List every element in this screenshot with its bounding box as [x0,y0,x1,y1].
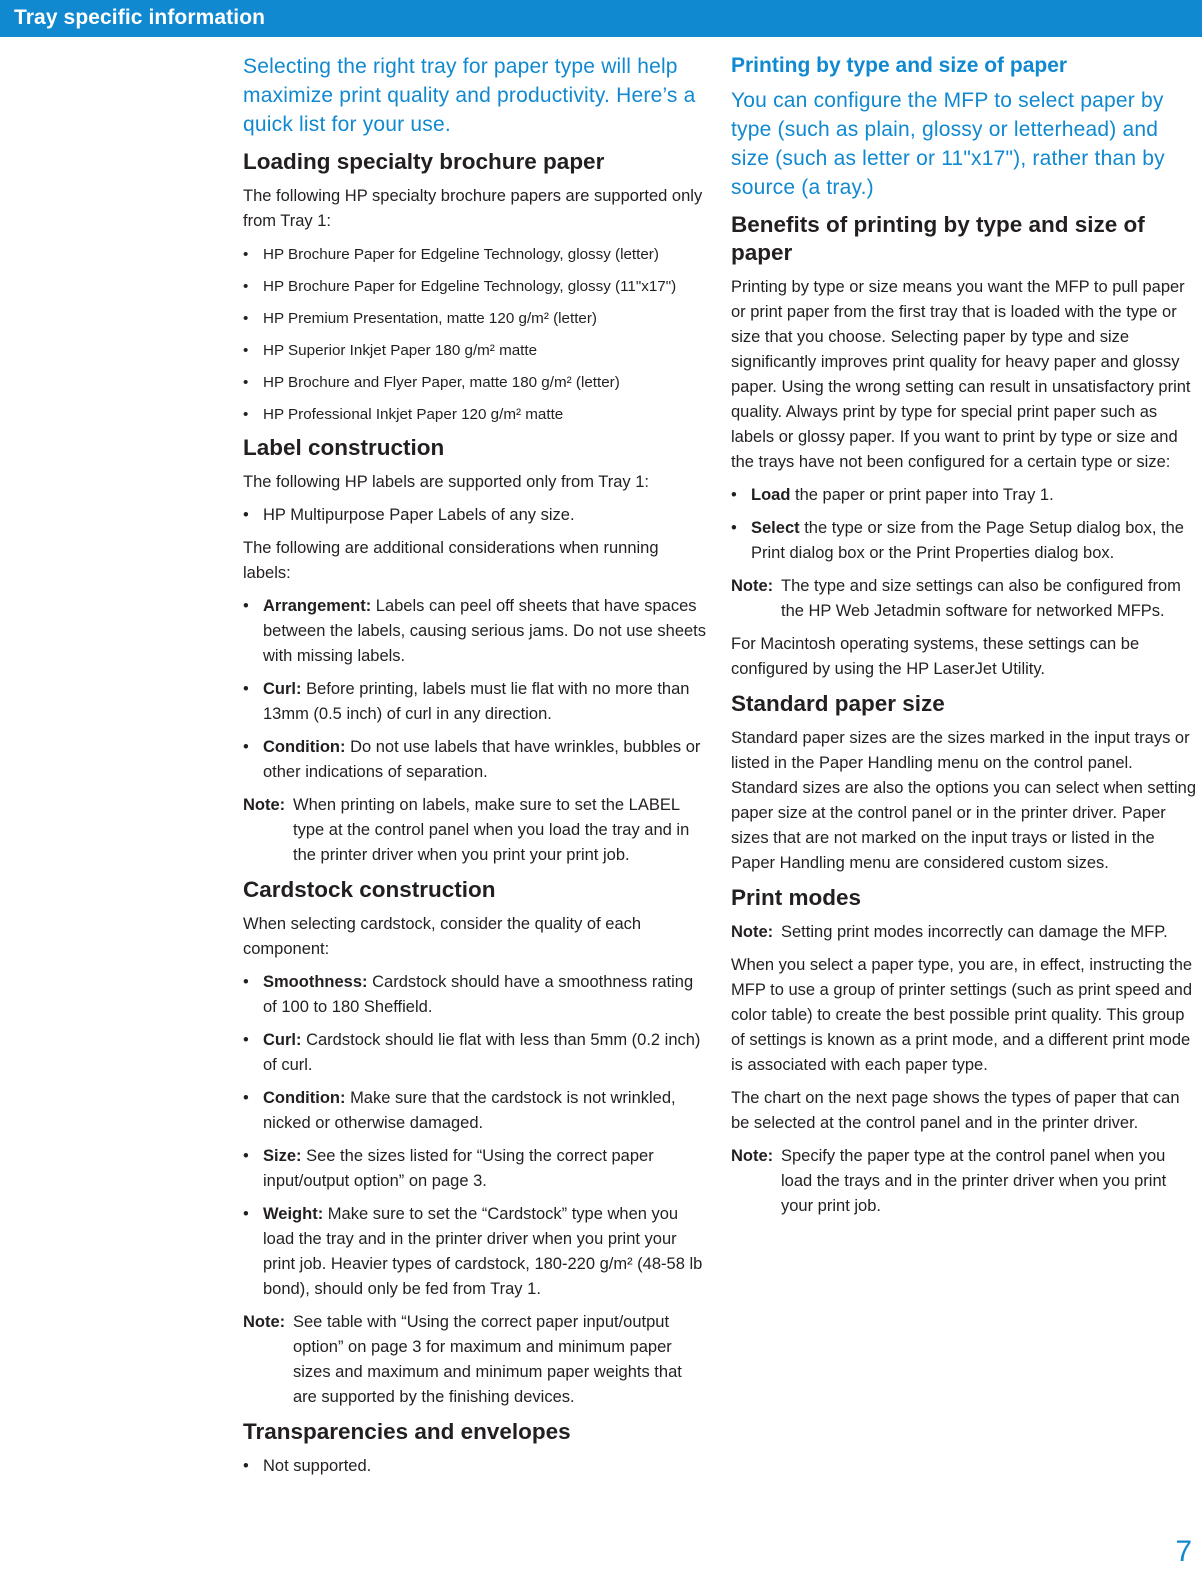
term-text: the paper or print paper into Tray 1. [795,486,1054,504]
term-text: Do not use labels that have wrinkles, bubbles or other indications of separation. [263,738,701,781]
cardstock-heading: Cardstock construction [243,877,496,902]
term-text: Labels can peel off sheets that have spaces between the labels, causing serious jams. Do not use sheets with missing labels. [263,597,707,665]
label-considerations-text: The following are additional considerations when running labels: [243,539,659,582]
transparencies-list [243,1454,708,1479]
label-considerations-list [243,594,708,785]
note-text: When printing on labels, make sure to set the LABEL type at the control panel when you load the tray and in the printer driver when you print your print job. [293,796,690,864]
brochure-heading: Loading specialty brochure paper [243,149,605,174]
list-item: • HP Professional Inkjet Paper 120 g/m² matte [243,402,708,427]
term-text: Before printing, labels must lie flat with no more than 13mm (0.5 inch) of curl in any direction. [263,680,690,723]
note-label: Note: [731,923,774,941]
note-label: Note: [731,1147,774,1165]
note-label: Note: [243,796,286,814]
note-text: Specify the paper type at the control panel when you load the trays and in the printer driver when you print your print job. [781,1147,1167,1215]
term-text: Make sure that the cardstock is not wrinkled, nicked or otherwise damaged. [263,1089,676,1132]
brochure-text: The following HP specialty brochure papers are supported only from Tray 1: [243,187,703,230]
term-text: Cardstock should lie flat with less than 5mm (0.2 inch) of curl. [263,1031,701,1074]
list-item [243,1028,708,1078]
benefits-heading: Benefits of printing by type and size of paper [731,212,1145,265]
label-heading: Label construction [243,435,445,460]
list-item [243,1202,708,1302]
term: Weight: [263,1205,324,1223]
list-item [731,483,1197,508]
chart-reference-text: The chart on the next page shows the types of paper that can be selected at the control panel and in the printer driver. [731,1089,1180,1132]
list-item [243,594,708,669]
type-size-intro: You can configure the MFP to select paper by type (such as plain, glossy or letterhead) and size (such as letter or 11"x17"), rather than by source (a tray.) [731,89,1165,199]
list-item: • HP Superior Inkjet Paper 180 g/m² matte [243,338,708,363]
note-text: Setting print modes incorrectly can damage the MFP. [781,923,1168,941]
term: Curl: [263,680,302,698]
list-item: • HP Multipurpose Paper Labels of any size. [243,503,708,528]
mac-text: For Macintosh operating systems, these settings can be configured by using the HP LaserJet Utility. [731,635,1140,678]
page-title: Tray specific information [14,6,266,29]
print-modes-note [731,920,1197,945]
label-text: The following HP labels are supported only from Tray 1: [243,473,649,491]
term: Arrangement: [263,597,372,615]
standard-size-heading: Standard paper size [731,691,945,716]
term: Condition: [263,738,346,756]
label-note [243,793,708,868]
benefits-note [731,574,1197,624]
term-text: Make sure to set the “Cardstock” type when you load the tray and in the printer driver when you print your print job. Heavier types of cardstock, 180-220 g/m² (48-58 lb bond), should only be fed from Tray 1. [263,1205,703,1298]
list-item [243,735,708,785]
term: Size: [263,1147,302,1165]
list-item: • HP Brochure and Flyer Paper, matte 180 g/m² (letter) [243,370,708,395]
header-bar [0,0,1202,37]
list-item: • HP Brochure Paper for Edgeline Technology, glossy (letter) [243,242,708,267]
term: Condition: [263,1089,346,1107]
note-label: Note: [731,577,774,595]
right-column [731,52,1197,1227]
note-label: Note: [243,1313,286,1331]
benefits-list [731,483,1197,566]
brochure-list [243,242,708,427]
list-item: • Not supported. [243,1454,708,1479]
term-text: See the sizes listed for “Using the correct paper input/output option” on page 3. [263,1147,654,1190]
type-size-subheading: Printing by type and size of paper [731,54,1068,77]
term: Smoothness: [263,973,368,991]
list-item [243,1144,708,1194]
list-item [243,1086,708,1136]
term: Load [751,486,791,504]
list-item: • HP Premium Presentation, matte 120 g/m² (letter) [243,306,708,331]
cardstock-list [243,970,708,1302]
list-item [731,516,1197,566]
page-number: 7 [1175,1535,1192,1568]
transparencies-heading: Transparencies and envelopes [243,1419,571,1444]
cardstock-text: When selecting cardstock, consider the quality of each component: [243,915,642,958]
left-column [243,52,708,1487]
term: Select [751,519,800,537]
term-text: Cardstock should have a smoothness rating of 100 to 180 Sheffield. [263,973,694,1016]
standard-size-text: Standard paper sizes are the sizes marked in the input trays or listed in the Paper Handling menu on the control panel. Standard sizes are also the options you can select when setting paper size at the control panel or in the printer driver. Paper sizes that are not marked on the input trays or listed in the Paper Handling menu are considered custom sizes. [731,729,1197,872]
list-item [243,970,708,1020]
print-modes-heading: Print modes [731,885,862,910]
print-modes-text: When you select a paper type, you are, in effect, instructing the MFP to use a group of printer settings (such as print speed and color table) to create the best possible print quality. This group of settings is known as a print mode, and a different print mode is associated with each paper type. [731,956,1193,1074]
note-text: The type and size settings can also be configured from the HP Web Jetadmin software for networked MFPs. [781,577,1181,620]
paper-type-note [731,1144,1197,1219]
term: Curl: [263,1031,302,1049]
note-text: See table with “Using the correct paper input/output option” on page 3 for maximum and minimum paper sizes and maximum and minimum paper weights that are supported by the finishing devices. [293,1313,682,1406]
benefits-text: Printing by type or size means you want the MFP to pull paper or print paper from the first tray that is loaded with the type or size that you choose. Selecting paper by type and size significantly improves print quality for heavy paper and glossy paper. Using the wrong setting can result in unsatisfactory print quality. Always print by type for special print paper such as labels or glossy paper. If you want to print by type or size and the trays have not been configured for a certain type or size: [731,278,1191,471]
term-text: the type or size from the Page Setup dialog box, the Print dialog box or the Print Properties dialog box. [751,519,1184,562]
label-list [243,503,708,528]
intro-text: Selecting the right tray for paper type will help maximize print quality and productivity. Here’s a quick list for your use. [243,55,696,136]
list-item: • HP Brochure Paper for Edgeline Technology, glossy (11"x17") [243,274,708,299]
cardstock-note [243,1310,708,1410]
list-item [243,677,708,727]
